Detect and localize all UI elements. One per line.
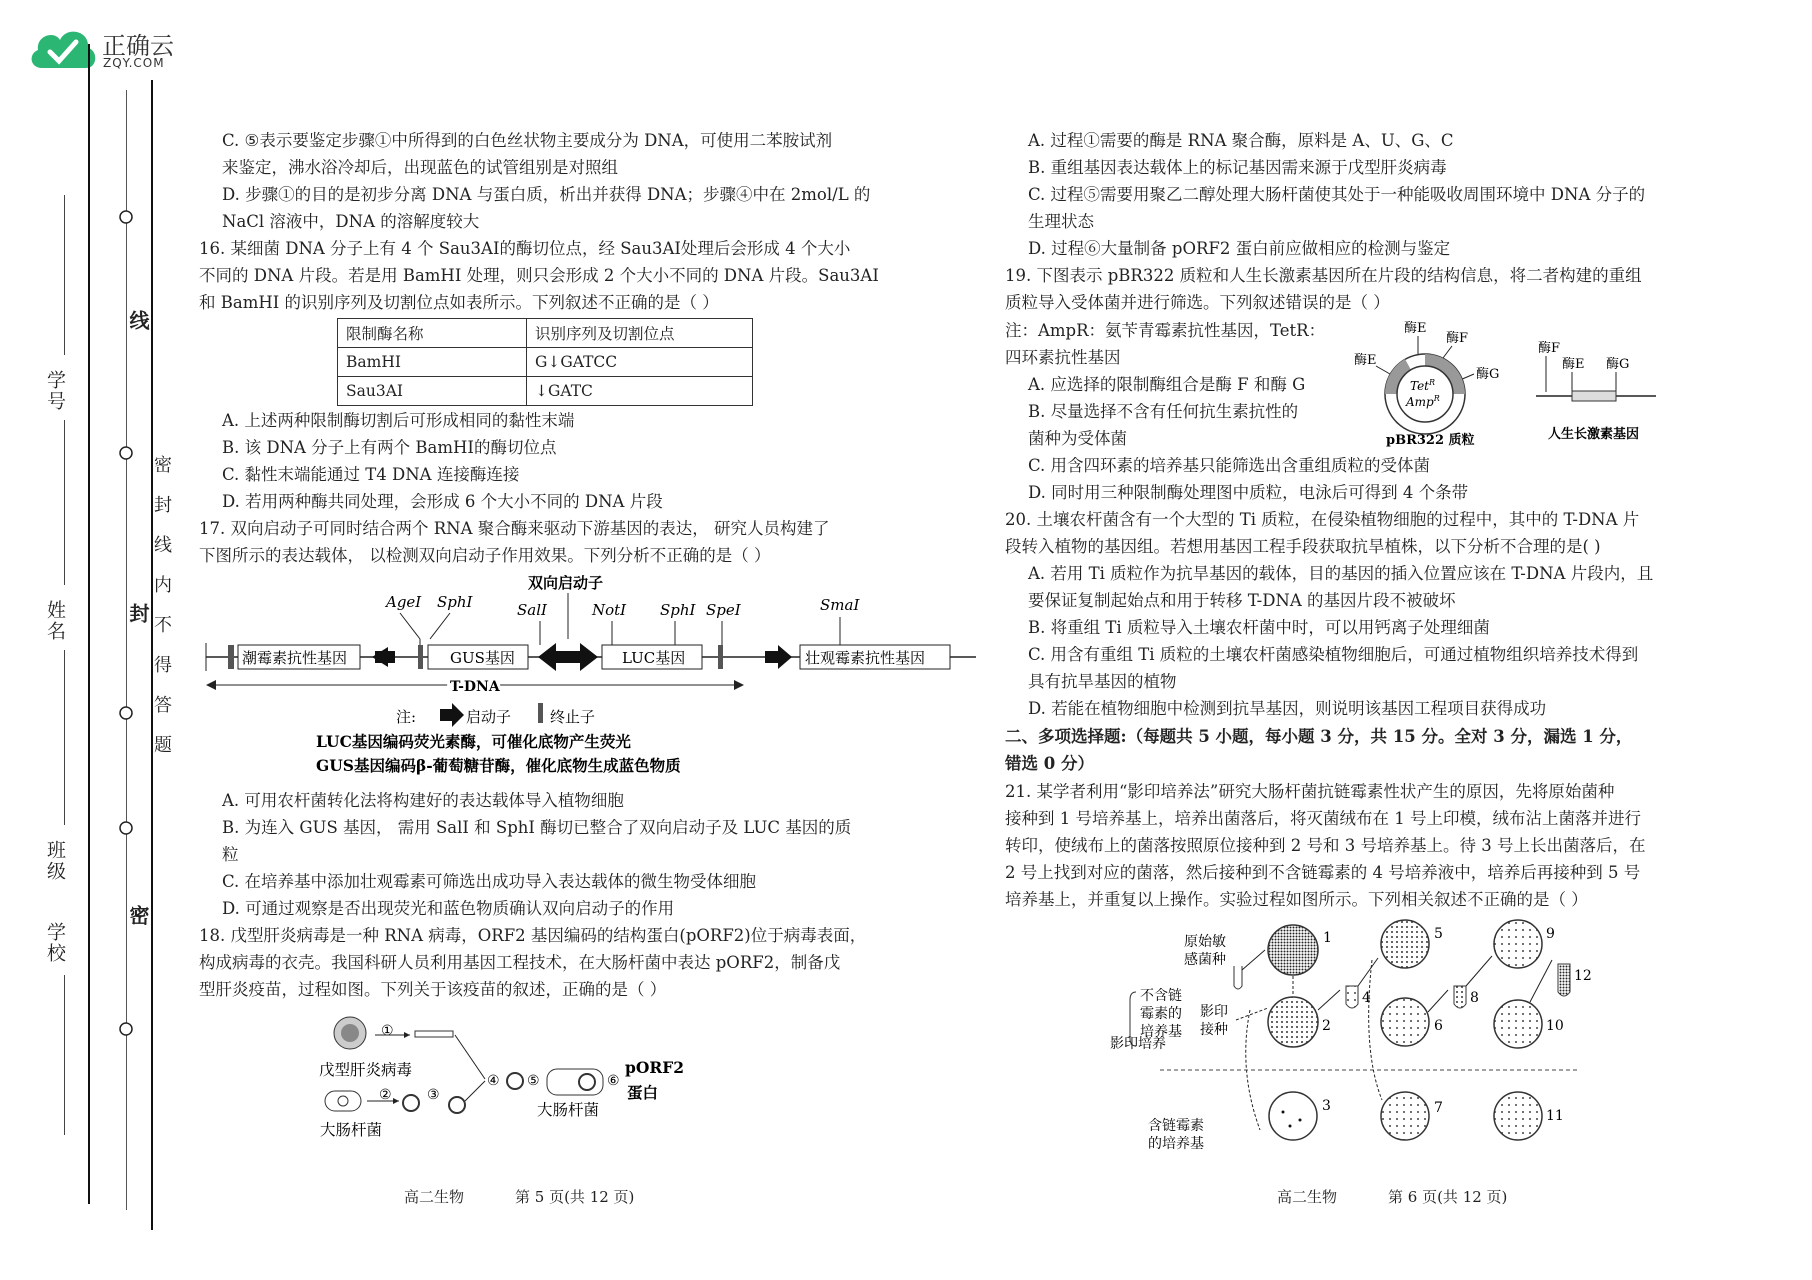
q20-option-b: B. 将重组 Ti 质粒导入土壤农杆菌中时，可以用钙离子处理细菌 xyxy=(1028,618,1490,637)
q21-origin-line2: 感菌种 xyxy=(1184,952,1226,968)
section2-title-line2: 错选 0 分） xyxy=(1005,754,1094,773)
q21-replica-line2: 接种 xyxy=(1200,1022,1228,1038)
q19-enzyme-e-top: 酶E xyxy=(1404,321,1427,336)
q21-origin-line1: 原始敏 xyxy=(1184,934,1226,950)
q17-site-sal: SalⅠ xyxy=(517,601,547,619)
q19-note-line1: 注：AmpR：氨苄青霉素抗性基因，TetR： xyxy=(1005,321,1326,340)
rna-strand-icon xyxy=(415,1031,453,1037)
test-tube-icon xyxy=(1454,986,1466,1008)
q19-gene-label: 人生长激素基因 xyxy=(1548,427,1640,442)
q21-replica-line1: 影印 xyxy=(1200,1004,1228,1020)
q16-stem-line3: 和 BamHI 的识别序列及切割位点如表所示。下列叙述不正确的是（ ） xyxy=(199,293,719,312)
q17-site-sma: SmaⅠ xyxy=(820,596,860,614)
q18-option-c-line1: C. 过程⑤需要用聚乙二醇处理大肠杆菌使其处于一种能吸收周围环境中 DNA 分子的 xyxy=(1028,185,1646,204)
promoter-arrow xyxy=(778,645,792,669)
q18-stem-line2: 构成病毒的衣壳。我国科研人员利用基因工程技术，在大肠杆菌中表达 pORF2，制备戊 xyxy=(199,953,841,972)
q21-nostrep-line2: 霉素的 xyxy=(1140,1006,1182,1022)
plate-11 xyxy=(1494,1092,1542,1140)
table-header: 识别序列及切割位点 xyxy=(527,319,753,348)
q21-number-1: 1 xyxy=(1323,930,1332,946)
footer-left-subject: 高二生物 xyxy=(404,1188,465,1206)
q16-stem-line1: 16. 某细菌 DNA 分子上有 4 个 Sau3AⅠ的酶切位点，经 Sau3AⅠ处理后会形成 4 个大小 xyxy=(199,239,851,258)
q21-number-2: 2 xyxy=(1322,1018,1331,1034)
q21-replica-figure xyxy=(1100,920,1600,1160)
q16-stem-line2: 不同的 DNA 片段。若是用 BamHI 处理，则只会形成 2 个大小不同的 DNA 片段。Sau3AⅠ xyxy=(199,266,879,285)
q16-option-c: C. 黏性末端能通过 T4 DNA 连接酶连接 xyxy=(222,465,520,484)
q20-stem-line1: 20. 土壤农杆菌含有一个大型的 Ti 质粒，在侵染植物细胞的过程中，其中的 T-DNA 片 xyxy=(1005,510,1640,529)
test-tube-icon xyxy=(1346,986,1358,1008)
binding-hole xyxy=(120,211,132,223)
field-line xyxy=(64,195,65,355)
plate-6 xyxy=(1381,998,1429,1046)
q18-step-1: ① xyxy=(381,1023,394,1039)
q21-number-5: 5 xyxy=(1434,926,1443,942)
plate-1 xyxy=(1268,925,1318,975)
footer-right-page: 第 6 页(共 12 页) xyxy=(1388,1188,1508,1206)
q18-product-porf2: pORF2 xyxy=(625,1058,685,1077)
q19-stem-line1: 19. 下图表示 pBR322 质粒和人生长激素基因所在片段的结构信息，将二者构建的重组 xyxy=(1005,266,1642,285)
q19-option-d: D. 同时用三种限制酶处理图中质粒，电泳后可得到 4 个条带 xyxy=(1028,483,1469,502)
q17-option-c: C. 在培养基中添加壮观霉素可筛选出成功导入表达载体的微生物受体细胞 xyxy=(222,872,757,891)
q17-site-sph2: SphⅠ xyxy=(660,601,696,619)
q21-number-11: 11 xyxy=(1546,1108,1564,1124)
q20-option-d: D. 若能在植物细胞中检测到抗旱基因，则说明该基因工程项目获得成功 xyxy=(1028,699,1547,718)
q19-stem-line2: 质粒导入受体菌并进行筛选。下列叙述错误的是（ ） xyxy=(1005,293,1390,312)
seal-mark-line: 线 xyxy=(126,310,150,332)
q18-stem-line1: 18. 戊型肝炎病毒是一种 RNA 病毒，ORF2 基因编码的结构蛋白(pORF2)位于病毒表面， xyxy=(199,926,867,945)
field-line xyxy=(64,420,65,585)
table-row xyxy=(338,377,753,406)
q21-stem-line5: 培养基上，并重复以上操作。实验过程如图所示。下列相关叙述不正确的是（ ） xyxy=(1005,890,1588,909)
q15-option-d-line2: NaCl 溶液中，DNA 的溶解度较大 xyxy=(222,212,480,231)
q18-product-protein: 蛋白 xyxy=(627,1083,659,1102)
plasmid-ring-inner xyxy=(1397,366,1453,422)
q19-enzyme-g-gene: 酶G xyxy=(1606,357,1630,372)
table-header: 限制酶名称 xyxy=(338,319,527,348)
q21-nostrep-line3: 培养基 xyxy=(1140,1024,1182,1040)
plate-5 xyxy=(1381,920,1429,968)
q18-virus-label: 戊型肝炎病毒 xyxy=(319,1061,413,1079)
q17-option-a: A. 可用农杆菌转化法将构建好的表达载体导入植物细胞 xyxy=(222,791,624,810)
q18-step-6: ⑥ xyxy=(607,1073,620,1089)
q17-stem-line2: 下图所示的表达载体， 以检测双向启动子作用效果。下列分析不正确的是（ ） xyxy=(199,546,771,565)
field-class: 班级 xyxy=(44,840,66,882)
q21-stem-line4: 2 号上找到对应的菌落，然后接种到不含链霉素的 4 号培养液中，培养后再接种到 5 号 xyxy=(1005,863,1641,882)
q18-stem-line3: 型肝炎疫苗，过程如图。下列关于该疫苗的叙述，正确的是（ ） xyxy=(199,980,667,999)
plate-9 xyxy=(1494,920,1542,968)
table-cell: BamHI xyxy=(338,348,527,377)
q19-enzyme-f-top: 酶F xyxy=(1446,331,1469,346)
field-student-id: 学号 xyxy=(44,370,66,412)
q17-gene-gus: GUS基因 xyxy=(450,649,515,667)
q19-option-c: C. 用含四环素的培养基只能筛选出含重组质粒的受体菌 xyxy=(1028,456,1431,475)
q18-step-2: ② xyxy=(379,1087,392,1103)
q19-option-a: A. 应选择的限制酶组合是酶 F 和酶 G xyxy=(1028,375,1306,394)
legend-terminator-icon xyxy=(538,703,543,723)
q17-legend-note: 注: xyxy=(396,708,417,726)
q19-amp-label: Amp$^R$ xyxy=(1406,394,1440,409)
q17-gene-luc: LUC基因 xyxy=(622,649,686,667)
q21-nostrep-line1: 不含链 xyxy=(1140,988,1182,1004)
q21-stem-line1: 21. 某学者利用“影印培养法”研究大肠杆菌抗链霉素性状产生的原因，先将原始菌种 xyxy=(1005,782,1615,801)
test-tube-icon xyxy=(1558,964,1570,996)
table-cell: ↓GATC xyxy=(527,377,753,406)
q17-legend-promoter: 启动子 xyxy=(466,708,512,726)
q21-withstrep-line2: 的培养基 xyxy=(1148,1136,1204,1152)
seal-mark-secret: 密 xyxy=(126,905,150,927)
table-header-row xyxy=(338,319,753,348)
q19-option-b-line1: B. 尽量选择不含有任何抗生素抗性的 xyxy=(1028,402,1299,421)
q18-option-d: D. 过程⑥大量制备 pORF2 蛋白前应做相应的检测与鉴定 xyxy=(1028,239,1451,258)
binding-hole xyxy=(120,447,132,459)
q18-process-figure xyxy=(315,1015,695,1145)
q17-vector-figure xyxy=(200,575,980,775)
q15-option-c-line1: C. ⑤表示要鉴定步骤①中所得到的白色丝状物主要成分为 DNA，可使用二苯胺试剂 xyxy=(222,131,833,150)
q18-step-4: ④ xyxy=(487,1073,500,1089)
plasmid-icon xyxy=(507,1073,523,1089)
q17-bidirectional-label: 双向启动子 xyxy=(528,574,604,592)
enzyme-table xyxy=(337,318,753,406)
logo-name: 正确云 xyxy=(102,32,174,60)
plate-3 xyxy=(1269,1092,1317,1140)
q18-option-b: B. 重组基因表达载体上的标记基因需来源于戊型肝炎病毒 xyxy=(1028,158,1447,177)
q17-gene-spec: 壮观霉素抗性基因 xyxy=(805,649,926,667)
q21-stem-line2: 接种到 1 号培养基上，培养出菌落后，将灭菌绒布在 1 号上印模，绒布沾上菌落并进行 xyxy=(1005,809,1641,828)
q19-plasmid-figure xyxy=(1350,318,1670,448)
q17-stem-line1: 17. 双向启动子可同时结合两个 RNA 聚合酶来驱动下游基因的表达， 研究人员构建了 xyxy=(199,519,830,538)
table-cell: G↓GATCC xyxy=(527,348,753,377)
q21-culture-label: 影印培养 xyxy=(1110,1036,1166,1052)
q19-plasmid-label: pBR322 质粒 xyxy=(1386,433,1475,448)
plasmid-icon xyxy=(449,1097,465,1113)
q19-note-line2: 四环素抗性基因 xyxy=(1005,348,1121,367)
q18-ecoli-label2: 大肠杆菌 xyxy=(537,1101,600,1119)
q19-option-b-line2: 菌种为受体菌 xyxy=(1028,429,1127,448)
q17-option-b-line2: 粒 xyxy=(222,845,239,864)
footer-right-subject: 高二生物 xyxy=(1277,1188,1338,1206)
q20-option-a-line2: 要保证复制起始点和用于转移 T-DNA 的基因片段不被破坏 xyxy=(1028,591,1456,610)
plate-2 xyxy=(1268,997,1318,1047)
seal-warning: 密封线内不得答题 xyxy=(151,455,172,775)
q16-option-d: D. 若用两种酶共同处理，会形成 6 个大小不同的 DNA 片段 xyxy=(222,492,663,511)
q19-gene-segment xyxy=(1572,391,1616,401)
q21-withstrep-line1: 含链霉素 xyxy=(1148,1118,1204,1134)
q19-enzyme-g-right: 酶G xyxy=(1476,367,1500,382)
binding-hole xyxy=(120,822,132,834)
q21-number-12: 12 xyxy=(1574,968,1592,984)
q17-option-b-line1: B. 为连入 GUS 基因， 需用 SalI 和 SphI 酶切已整合了双向启动子及 LUC 基因的质 xyxy=(222,818,852,837)
q18-option-c-line2: 生理状态 xyxy=(1028,212,1094,231)
plasmid-icon xyxy=(403,1095,419,1111)
q18-option-a: A. 过程①需要的酶是 RNA 聚合酶，原料是 A、U、G、C xyxy=(1028,131,1454,150)
q19-enzyme-e-gene: 酶E xyxy=(1562,357,1585,372)
q18-ecoli-label1: 大肠杆菌 xyxy=(320,1121,383,1139)
q17-option-d: D. 可通过观察是否出现荧光和蓝色物质确认双向启动子的作用 xyxy=(222,899,675,918)
plate-7 xyxy=(1381,1092,1429,1140)
test-tube-icon xyxy=(1234,966,1242,989)
field-name: 姓名 xyxy=(44,600,66,642)
q15-option-d-line1: D. 步骤①的目的是初步分离 DNA 与蛋白质，析出并获得 DNA；步骤④中在 2mol/L 的 xyxy=(222,185,871,204)
q17-legend-terminator: 终止子 xyxy=(550,708,596,726)
q21-number-4: 4 xyxy=(1362,990,1371,1006)
field-school: 学校 xyxy=(44,922,66,964)
q21-number-10: 10 xyxy=(1546,1018,1564,1034)
q17-site-spe: SpeⅠ xyxy=(706,601,741,619)
section2-title-line1: 二、多项选择题:（每题共 5 小题，每小题 3 分，共 15 分。全对 3 分，漏选 1 分， xyxy=(1005,727,1633,746)
q17-note-luc: LUC基因编码荧光素酶，可催化底物产生荧光 xyxy=(316,732,631,751)
binding-hole xyxy=(120,1023,132,1035)
q21-stem-line3: 转印，使绒布上的菌落按照原位接种到 2 号和 3 号培养基上。待 3 号上长出菌落后，在 xyxy=(1005,836,1646,855)
field-line xyxy=(64,975,65,1135)
table-cell: Sau3AI xyxy=(338,377,527,406)
q20-option-a-line1: A. 若用 Ti 质粒作为抗旱基因的载体，目的基因的插入位置应该在 T-DNA 片段内，且 xyxy=(1028,564,1654,583)
q17-gene-hyg: 潮霉素抗性基因 xyxy=(242,649,348,667)
binding-hole xyxy=(120,707,132,719)
table-row xyxy=(338,348,753,377)
q20-option-c-line2: 具有抗旱基因的植物 xyxy=(1028,672,1177,691)
q21-number-3: 3 xyxy=(1322,1098,1331,1114)
q21-number-8: 8 xyxy=(1470,990,1479,1006)
q20-option-c-line1: C. 用含有重组 Ti 质粒的土壤农杆菌感染植物细胞后，可通过植物组织培养技术得到 xyxy=(1028,645,1639,664)
q21-number-9: 9 xyxy=(1546,926,1555,942)
q18-step-3: ③ xyxy=(427,1087,440,1103)
q21-number-6: 6 xyxy=(1434,1018,1443,1034)
q19-tet-label: Tet$^R$ xyxy=(1410,378,1436,393)
q15-option-c-line2: 来鉴定，沸水浴冷却后，出现蓝色的试管组别是对照组 xyxy=(222,158,618,177)
q19-enzyme-e-left: 酶E xyxy=(1354,353,1377,368)
field-line xyxy=(64,650,65,825)
q17-site-sph1: SphⅠ xyxy=(437,593,473,611)
plate-10 xyxy=(1494,1000,1542,1048)
q18-step-5: ⑤ xyxy=(527,1073,540,1089)
seal-mark-seal: 封 xyxy=(126,603,150,625)
q17-note-gus: GUS基因编码β-葡萄糖苷酶，催化底物生成蓝色物质 xyxy=(316,756,681,775)
q21-number-7: 7 xyxy=(1434,1100,1443,1116)
q17-tdna-label: T-DNA xyxy=(450,679,500,695)
q16-option-a: A. 上述两种限制酶切割后可形成相同的黏性末端 xyxy=(222,411,575,430)
footer-left-page: 第 5 页(共 12 页) xyxy=(515,1188,635,1206)
logo-domain: ZQY.COM xyxy=(103,56,165,70)
bidirectional-promoter-icon xyxy=(538,643,598,671)
q17-site-not: NotⅠ xyxy=(592,601,627,619)
q20-stem-line2: 段转入植物的基因组。若想用基因工程手段获取抗旱植株，以下分析不合理的是( ) xyxy=(1005,537,1601,556)
q17-site-age: AgeⅠ xyxy=(386,593,422,611)
q16-option-b: B. 该 DNA 分子上有两个 BamHⅠ的酶切位点 xyxy=(222,438,557,457)
binding-line-outer xyxy=(88,44,90,1204)
legend-promoter-icon xyxy=(440,703,464,727)
q19-enzyme-f-gene: 酶F xyxy=(1538,341,1561,356)
